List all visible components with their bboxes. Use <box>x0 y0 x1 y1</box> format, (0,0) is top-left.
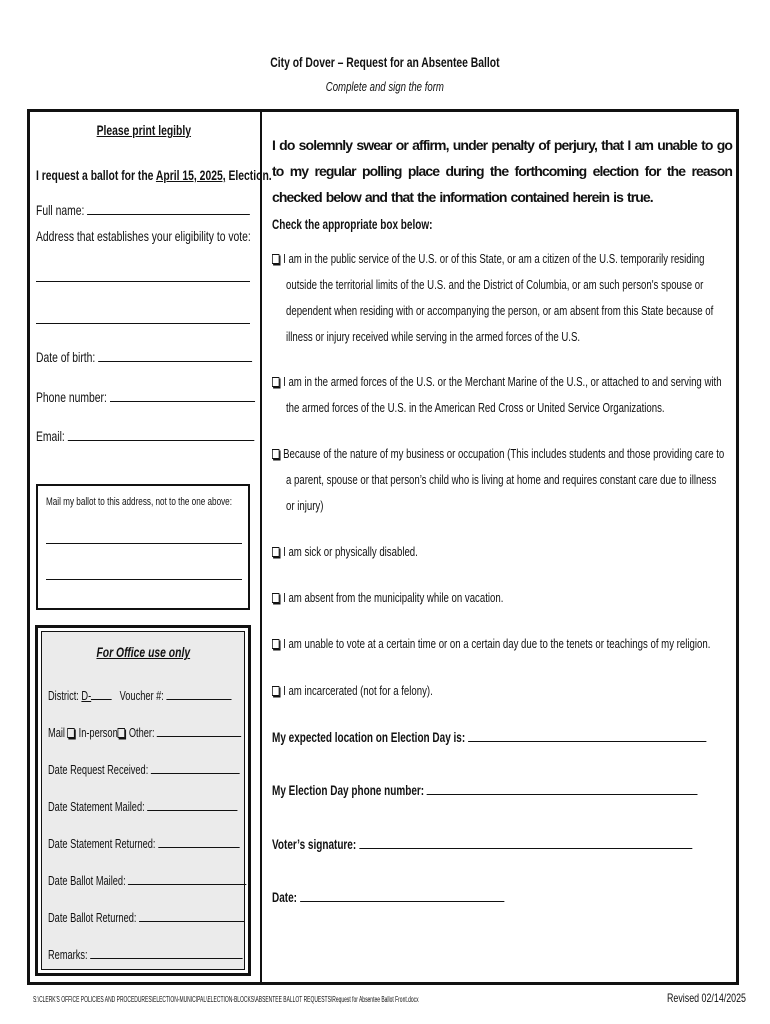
check-box-heading: Check the appropriate box below: <box>272 217 433 232</box>
business-occupation-checkbox[interactable] <box>272 449 279 459</box>
incarcerated-checkbox[interactable] <box>272 686 279 696</box>
date-request-received-field[interactable]: Date Request Received: <box>48 760 307 777</box>
revised-date: Revised 02/14/2025 <box>667 991 746 1005</box>
option-business-occupation: Because of the nature of my business or occupation (This includes students and those providing care to a parent, spouse or that person’s child who is living at home and requires constant care due to illness or injury) <box>272 441 742 519</box>
public-service-checkbox[interactable] <box>272 254 279 264</box>
election-phone-field[interactable]: My Election Day phone number: <box>272 781 770 798</box>
option-vacation: I am absent from the municipality while on vacation. <box>272 585 742 611</box>
armed-forces-checkbox[interactable] <box>272 377 279 387</box>
mail-address-line-2[interactable] <box>46 579 242 580</box>
mail-address-box <box>36 484 250 610</box>
ballot-request-line: I request a ballot for the April 15, 2025, Election. <box>36 167 272 183</box>
in-person-checkbox[interactable] <box>118 728 125 738</box>
vacation-checkbox[interactable] <box>272 593 279 603</box>
phone-field[interactable]: Phone number: <box>36 388 332 405</box>
address-label: Address that establishes your eligibility to vote: <box>36 228 251 244</box>
print-legibly-heading: Please print legibly <box>96 122 192 138</box>
date-field[interactable]: Date: <box>272 888 586 905</box>
address-line-2[interactable] <box>36 323 250 324</box>
dob-field[interactable]: Date of birth: <box>36 348 328 365</box>
date-statement-returned-field[interactable]: Date Statement Returned: <box>48 834 307 851</box>
full-name-field[interactable]: Full name: <box>36 201 325 218</box>
option-incarcerated: I am incarcerated (not for a felony). <box>272 678 742 704</box>
option-armed-forces: I am in the armed forces of the U.S. or the Merchant Marine of the U.S., or attached to and serving with the armed forces of the U.S. in the American Red Cross or United Service Organizations. <box>272 369 742 421</box>
address-line-1[interactable] <box>36 281 250 282</box>
election-location-field[interactable]: My expected location on Election Day is: <box>272 728 770 745</box>
mail-address-line-1[interactable] <box>46 543 242 544</box>
file-path-footer: S:\CLERK'S OFFICE POLICIES AND PROCEDURES\ELECTION-MUNICIPAL\ELECTION-BLOCKS\ABSENTEE BALLOT REQUESTS\Request for Absentee Ballot Front.docx <box>33 995 419 1004</box>
date-ballot-mailed-field[interactable]: Date Ballot Mailed: <box>48 871 316 888</box>
option-religion: I am unable to vote at a certain time or on a certain day due to the tenets or teachings of my religion. <box>272 631 742 657</box>
mail-checkbox[interactable] <box>68 728 75 738</box>
oath-statement: I do solemnly swear or affirm, under penalty of perjury, that I am unable to go to my regular polling place during the forthcoming election for the reason checked below and that the information contained herein is true. <box>272 137 732 205</box>
delivery-method-row: Mail In-person Other: <box>48 723 309 740</box>
option-sick-disabled: I am sick or physically disabled. <box>272 539 742 565</box>
religion-checkbox[interactable] <box>272 639 279 649</box>
date-statement-mailed-field[interactable]: Date Statement Mailed: <box>48 797 304 814</box>
remarks-field[interactable]: Remarks: <box>48 945 311 962</box>
mail-address-label: Mail my ballot to this address, not to the one above: <box>46 496 232 508</box>
form-subtitle: Complete and sign the form <box>325 79 445 94</box>
date-ballot-returned-field[interactable]: Date Ballot Returned: <box>48 908 313 925</box>
option-public-service: I am in the public service of the U.S. or of this State, or am a citizen of the U.S. temporarily residing outside the territorial limits of the U.S. and the District of Columbia, or am such person's spouse or dependent when residing with or accompanying the person, or am absent from this State because of illness or injury received while serving in the armed forces of the U.S. <box>272 246 742 350</box>
voter-signature-field[interactable]: Voter’s signature: <box>272 835 770 852</box>
form-title: City of Dover – Request for an Absentee Ballot <box>270 54 500 70</box>
sick-disabled-checkbox[interactable] <box>272 547 279 557</box>
district-voucher-row: District: D- Voucher #: <box>48 686 296 703</box>
email-field[interactable]: Email: <box>36 427 331 444</box>
office-use-heading: For Office use only <box>96 644 190 660</box>
office-use-box <box>35 625 251 976</box>
